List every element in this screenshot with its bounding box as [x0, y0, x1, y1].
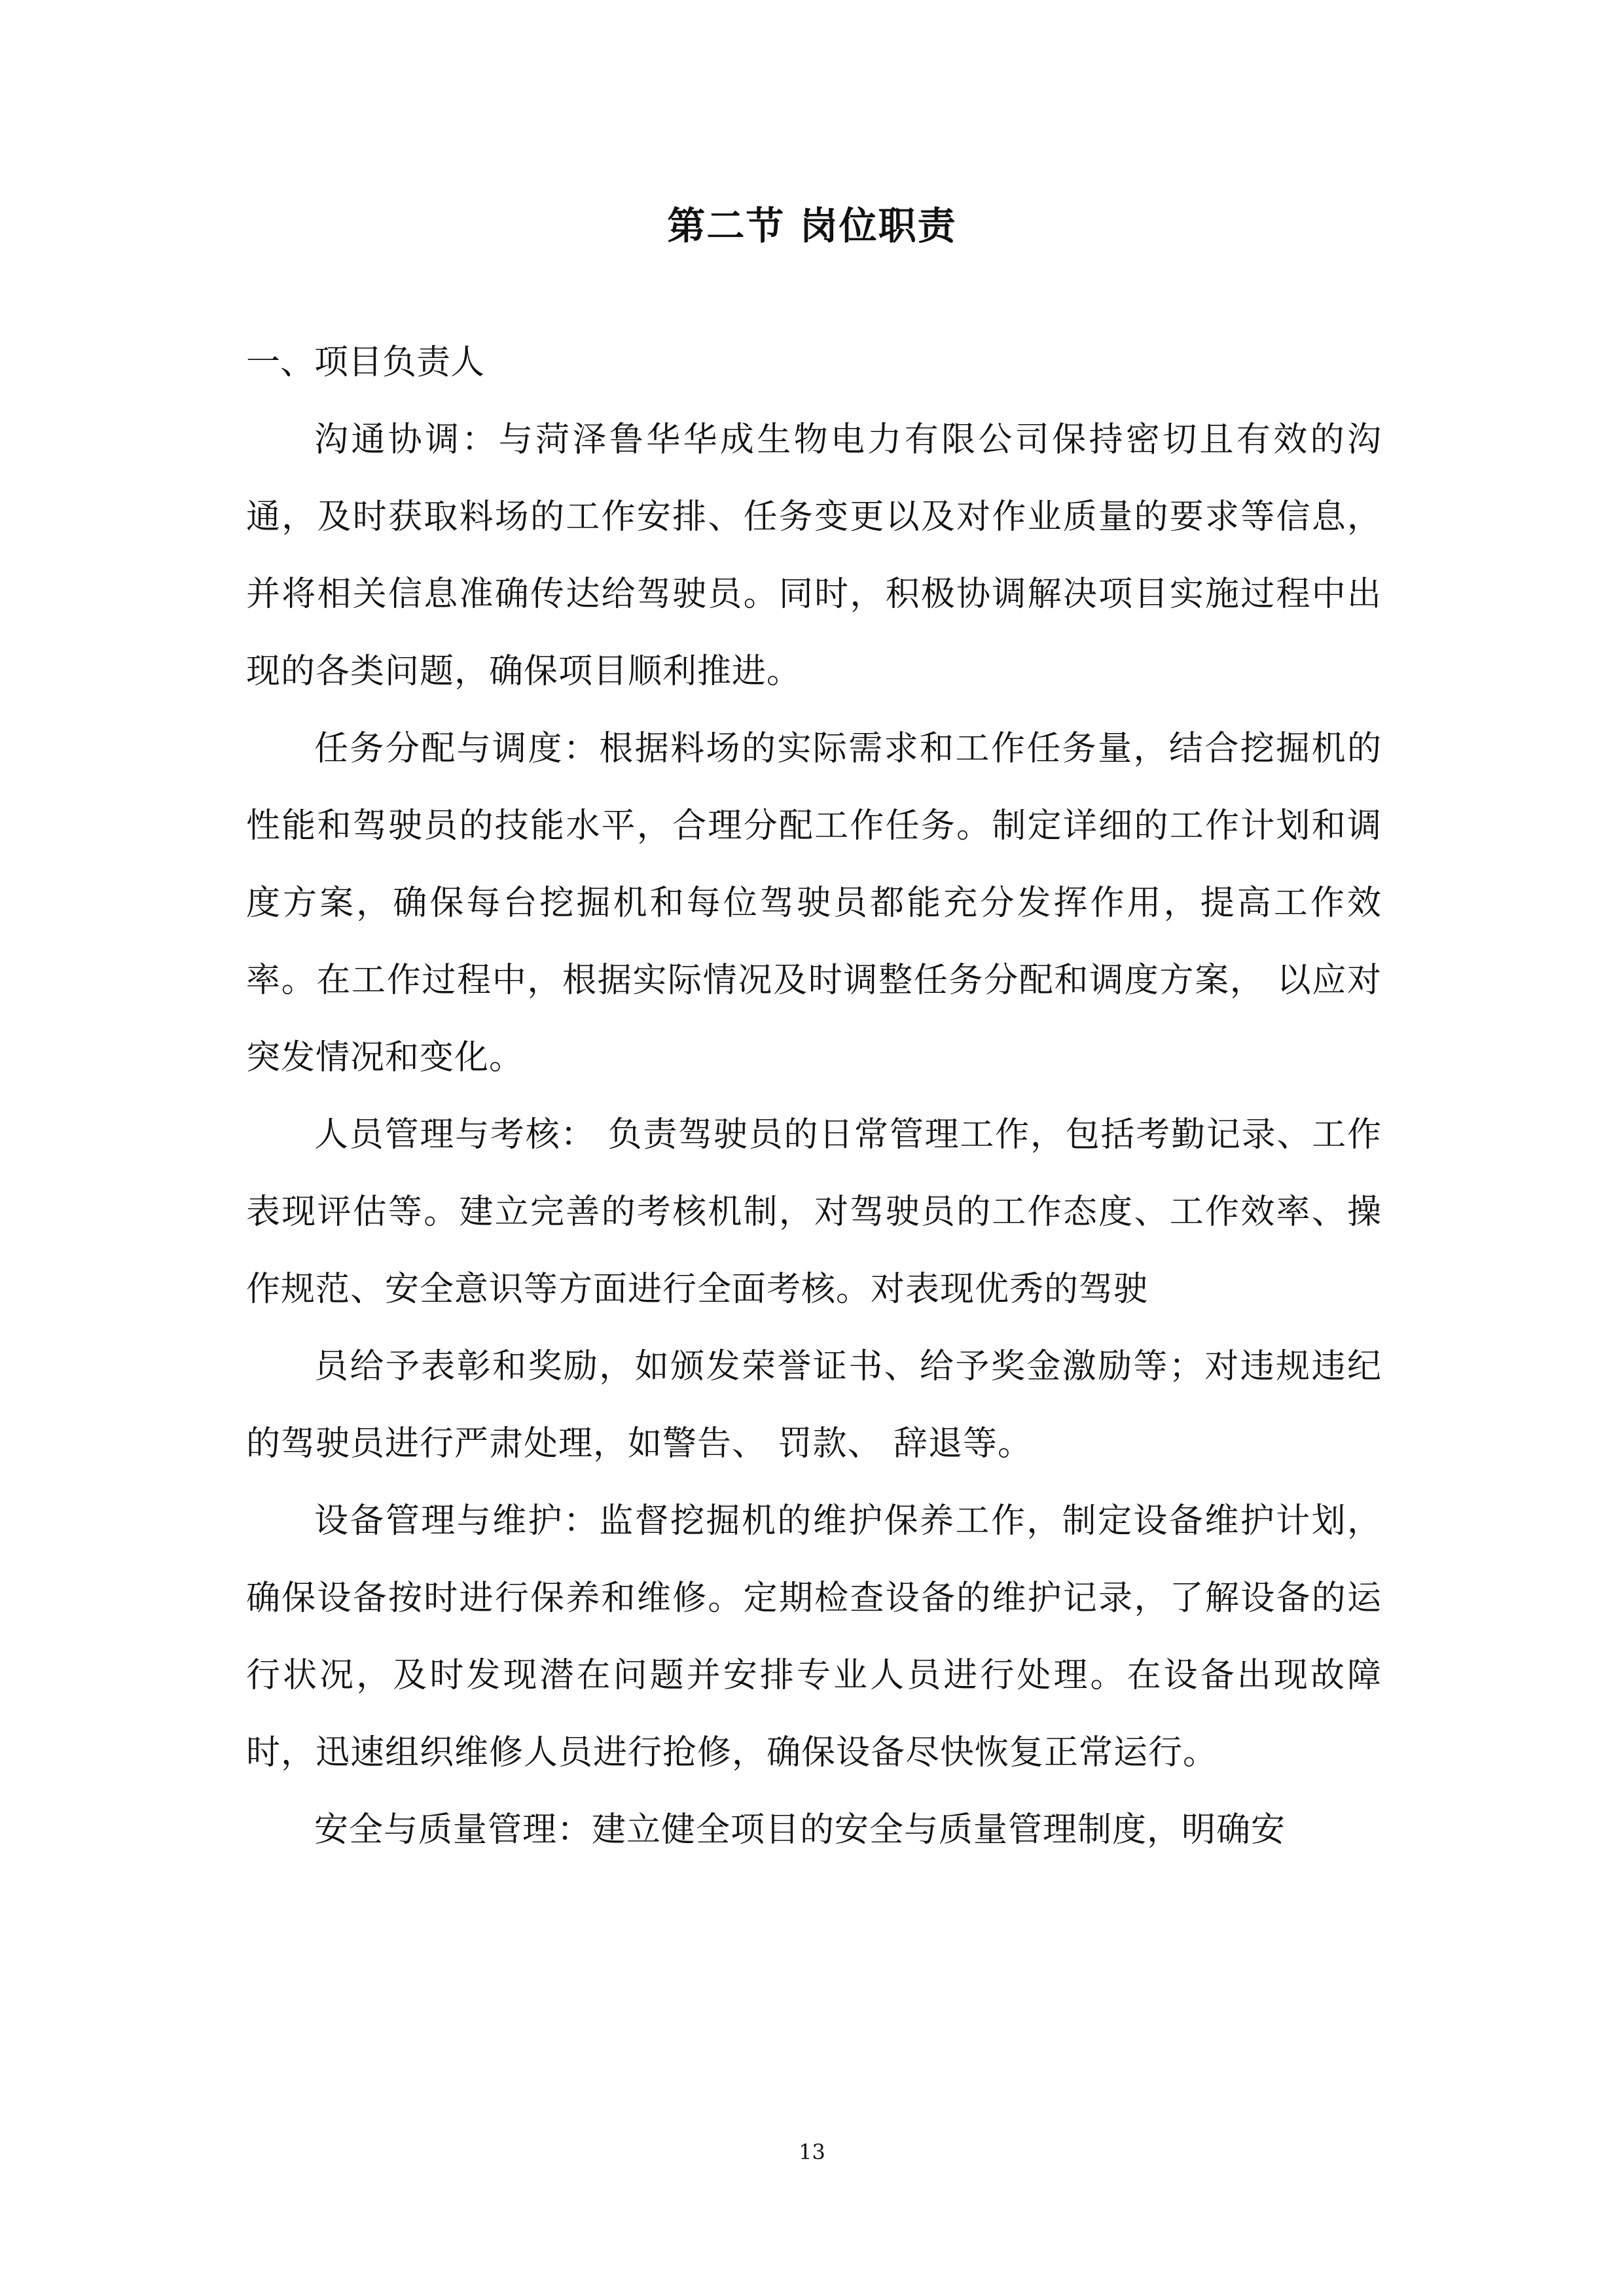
section-title: 第二节 岗位职责: [667, 204, 957, 248]
paragraph-task-allocation: 任务分配与调度：根据料场的实际需求和工作任务量，结合挖掘机的性能和驾驶员的技能水平，合理分配工作任务。制定详细的工作计划和调度方案，确保每台挖掘机和每位驾驶员都能充分发挥作用，提高工作效率。在工作过程中，根据实际情况及时调整任务分配和调度方案， 以应对突发情况和变化。: [246, 729, 1382, 1077]
page-number: 13: [799, 2140, 825, 2164]
paragraph-rewards-discipline: 员给予表彰和奖励，如颁发荣誉证书、给予奖金激励等；对违规违纪 的驾驶员进行严肃处理，如警告、 罚款、 辞退等。: [246, 1347, 1382, 1463]
subsection-heading: 一、项目负责人: [246, 343, 485, 382]
paragraph-safety-quality: 安全与质量管理：建立健全项目的安全与质量管理制度，明确安: [314, 1810, 1286, 1850]
paragraph-personnel-management: 人员管理与考核： 负责驾驶员的日常管理工作，包括考勤记录、工作表现评估等。建立完善的考核机制，对驾驶员的工作态度、工作效率、操作规范、安全意识等方面进行全面考核。对表现优秀的驾驶: [246, 1115, 1382, 1309]
paragraph-equipment-management: 设备管理与维护：监督挖掘机的维护保养工作，制定设备维护计划，确保设备按时进行保养和维修。定期检查设备的维护记录，了解设备的运行状况，及时发现潜在问题并安排专业人员进行处理。在设备出现故障时，迅速组织维修人员进行抢修，确保设备尽快恢复正常运行。: [246, 1501, 1382, 1772]
paragraph-communication: 沟通协调：与菏泽鲁华华成生物电力有限公司保持密切且有效的沟通，及时获取料场的工作安排、任务变更以及对作业质量的要求等信息，并将相关信息准确传达给驾驶员。同时，积极协调解决项目实施过程中出现的各类问题，确保项目顺利推进。: [246, 420, 1382, 691]
body-content: [246, 324, 1382, 1869]
